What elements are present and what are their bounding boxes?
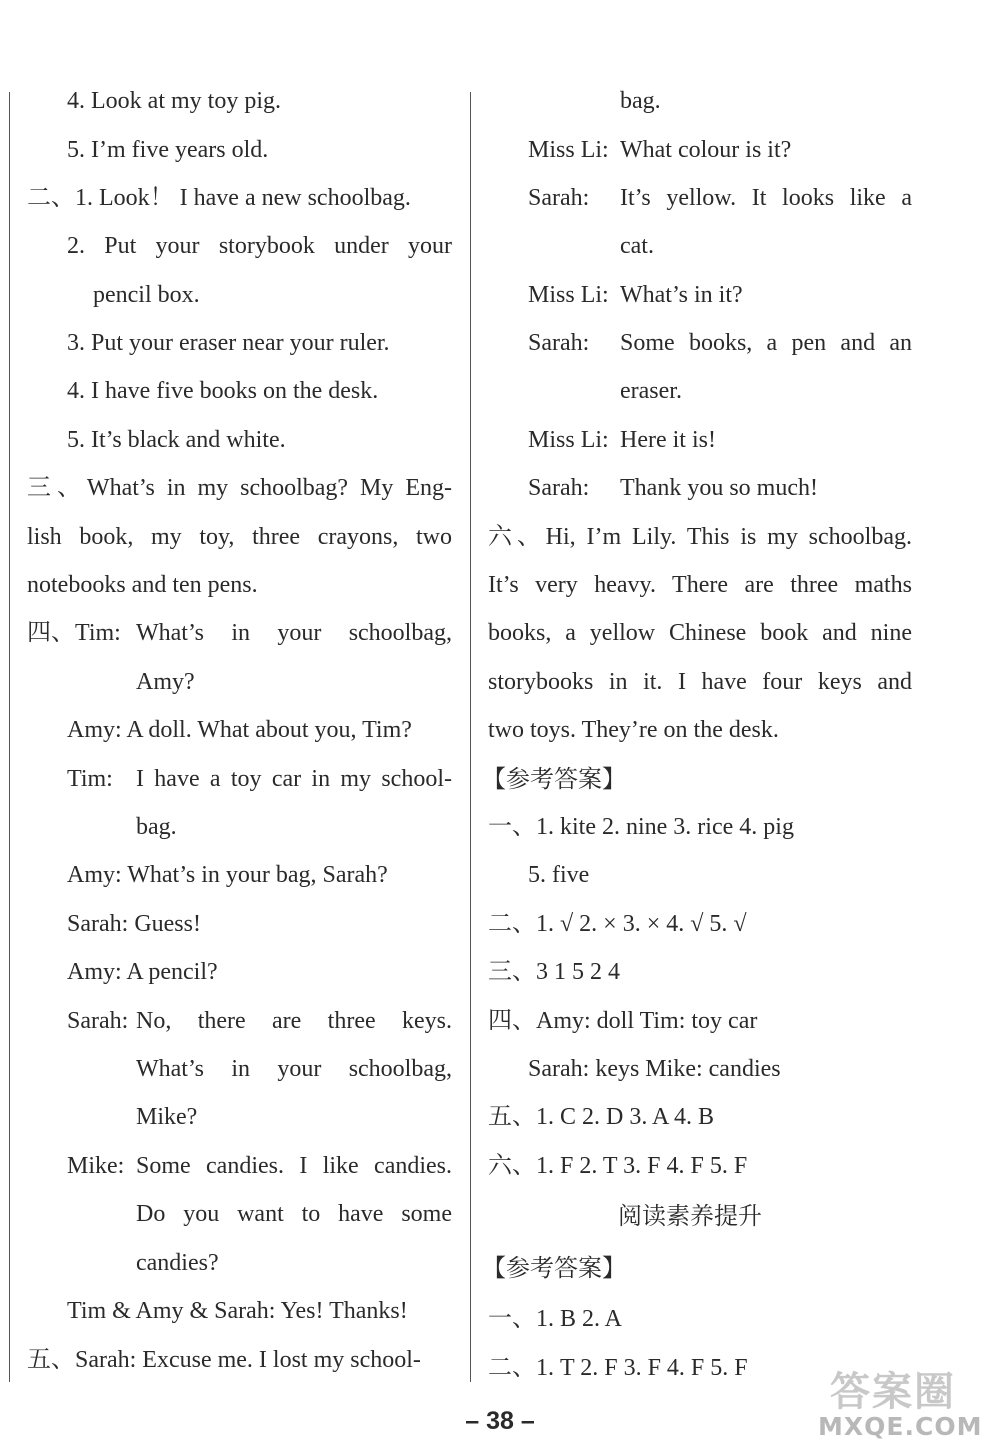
speaker-label: Mike: bbox=[67, 1153, 125, 1179]
watermark-text: 答案圈 bbox=[830, 1369, 956, 1415]
dialogue-text: It’s yellow. It looks like a bbox=[620, 185, 912, 211]
dialogue-line: Sarah: Guess! bbox=[67, 911, 201, 937]
answer-line: 一、1. kite 2. nine 3. rice 4. pig bbox=[488, 814, 794, 840]
text-line: 2. Put your storybook under your bbox=[67, 233, 452, 259]
dialogue-text: Some books, a pen and an bbox=[620, 330, 912, 356]
text-line: It’s very heavy. There are three maths bbox=[488, 572, 912, 598]
dialogue-text: eraser. bbox=[620, 378, 682, 404]
dialogue-text: Mike? bbox=[136, 1104, 198, 1130]
speaker-label: Tim: bbox=[67, 766, 113, 792]
dialogue-line: Tim & Amy & Sarah: Yes! Thanks! bbox=[67, 1298, 408, 1324]
answer-line: 一、1. B 2. A bbox=[488, 1306, 623, 1332]
dialogue-text: bag. bbox=[620, 88, 661, 114]
text-line: 5. I’m five years old. bbox=[67, 137, 269, 163]
dialogue-text: Some candies. I like candies. bbox=[136, 1153, 452, 1179]
dialogue-text: cat. bbox=[620, 233, 654, 259]
text-line: two toys. They’re on the desk. bbox=[488, 717, 779, 743]
dialogue-text: I have a toy car in my school- bbox=[136, 766, 452, 792]
watermark-url: MXQE.COM bbox=[818, 1412, 983, 1441]
text-line: notebooks and ten pens. bbox=[27, 572, 258, 598]
speaker-label: Sarah: bbox=[528, 185, 590, 211]
column-divider bbox=[470, 92, 471, 1382]
answer-line: 四、Amy: doll Tim: toy car bbox=[488, 1008, 758, 1034]
text-line: 4. Look at my toy pig. bbox=[67, 88, 281, 114]
dialogue-line: Amy: What’s in your bag, Sarah? bbox=[67, 862, 388, 888]
page-number: – 38 – bbox=[465, 1407, 535, 1435]
dialogue-text: What colour is it? bbox=[620, 137, 792, 163]
speaker-label: Miss Li: bbox=[528, 427, 609, 453]
text-line: pencil box. bbox=[93, 282, 200, 308]
dialogue-line: Amy: A pencil? bbox=[67, 959, 218, 985]
section-2-line: 二、1. Look！ I have a new schoolbag. bbox=[27, 185, 411, 211]
dialogue-text: Amy? bbox=[136, 669, 195, 695]
dialogue-text: What’s in your schoolbag, bbox=[136, 1056, 452, 1082]
text-line: 5. It’s black and white. bbox=[67, 427, 286, 453]
dialogue-text: Do you want to have some bbox=[136, 1201, 452, 1227]
dialogue-line: Amy: A doll. What about you, Tim? bbox=[67, 717, 412, 743]
left-margin-rule bbox=[9, 92, 10, 1382]
answer-line: 六、1. F 2. T 3. F 4. F 5. F bbox=[488, 1153, 748, 1179]
text-line: 4. I have five books on the desk. bbox=[67, 378, 379, 404]
section-4-speaker: 四、Tim: bbox=[27, 620, 121, 646]
speaker-label: Sarah: bbox=[528, 475, 590, 501]
dialogue-text: Here it is! bbox=[620, 427, 716, 453]
dialogue-text: Thank you so much! bbox=[620, 475, 818, 501]
dialogue-text: What’s in your schoolbag, bbox=[136, 620, 452, 646]
speaker-label: Sarah: bbox=[67, 1008, 129, 1034]
speaker-label: Sarah: bbox=[528, 330, 590, 356]
answer-line: 二、1. T 2. F 3. F 4. F 5. F bbox=[488, 1355, 748, 1381]
dialogue-text: No, there are three keys. bbox=[136, 1008, 452, 1034]
text-line: storybooks in it. I have four keys and bbox=[488, 669, 912, 695]
answer-line: Sarah: keys Mike: candies bbox=[528, 1056, 781, 1082]
text-line: 3. Put your eraser near your ruler. bbox=[67, 330, 390, 356]
text-line: lish book, my toy, three crayons, two bbox=[27, 524, 452, 550]
section-heading: 阅读素养提升 bbox=[618, 1202, 762, 1230]
section-3-line: 三、What’s in my schoolbag? My Eng- bbox=[27, 475, 452, 501]
text-line: books, a yellow Chinese book and nine bbox=[488, 620, 912, 646]
dialogue-text: bag. bbox=[136, 814, 177, 840]
dialogue-text: What’s in it? bbox=[620, 282, 743, 308]
answer-key-heading: 【参考答案】 bbox=[482, 1254, 626, 1282]
answer-line: 二、1. √ 2. × 3. × 4. √ 5. √ bbox=[488, 911, 747, 937]
speaker-label: Miss Li: bbox=[528, 137, 609, 163]
speaker-label: Miss Li: bbox=[528, 282, 609, 308]
section-6-line: 六、Hi, I’m Lily. This is my schoolbag. bbox=[488, 524, 912, 550]
answer-line: 5. five bbox=[528, 862, 590, 888]
answer-key-heading: 【参考答案】 bbox=[482, 765, 626, 793]
answer-line: 三、3 1 5 2 4 bbox=[488, 959, 620, 985]
section-5-line: 五、Sarah: Excuse me. I lost my school- bbox=[27, 1347, 421, 1373]
dialogue-text: candies? bbox=[136, 1250, 219, 1276]
answer-line: 五、1. C 2. D 3. A 4. B bbox=[488, 1104, 715, 1130]
watermark-logo bbox=[818, 1360, 998, 1445]
